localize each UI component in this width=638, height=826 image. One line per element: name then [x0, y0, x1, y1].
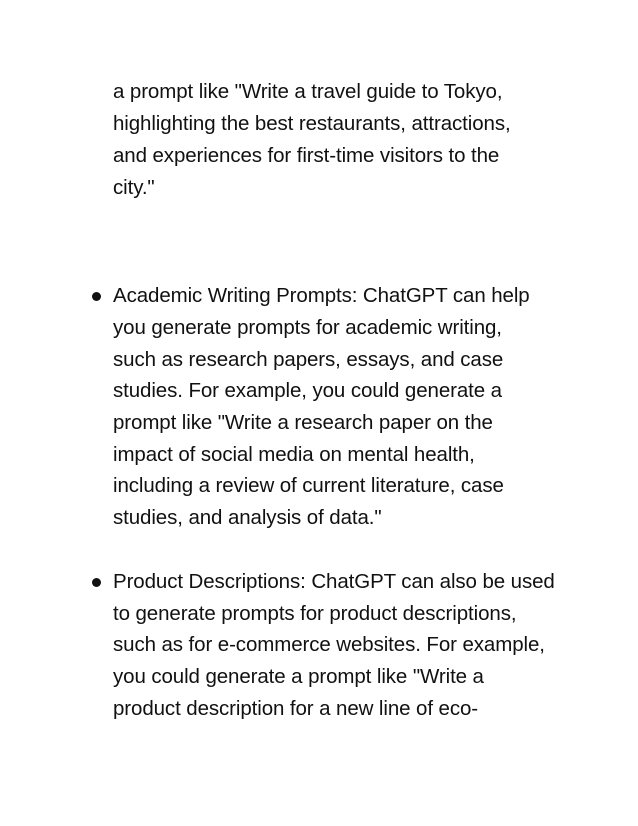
list-item-line: studies, and analysis of data." [113, 506, 382, 529]
paragraph-line: city." [113, 176, 155, 199]
list-item-line: such as research papers, essays, and case [113, 348, 504, 371]
list-item-line: to generate prompts for product descriptions, [113, 602, 517, 625]
bullet-dot-icon [92, 292, 101, 301]
list-item-line: product description for a new line of eco- [113, 697, 479, 720]
list-item-line: studies. For example, you could generate a [113, 379, 502, 402]
list-item-line: you generate prompts for academic writing, [113, 316, 502, 339]
paragraph-line: and experiences for first-time visitors to the [113, 144, 500, 167]
list-item-line: such as for e-commerce websites. For example, [113, 633, 545, 656]
bullet-dot-icon [92, 578, 101, 587]
list-item-line: Product Descriptions: ChatGPT can also be used [113, 570, 555, 593]
list-item-line: impact of social media on mental health, [113, 443, 475, 466]
list-item-line: including a review of current literature, case [113, 474, 504, 497]
paragraph-line: a prompt like "Write a travel guide to Tokyo, [113, 80, 503, 103]
list-item-line: Academic Writing Prompts: ChatGPT can help [113, 284, 530, 307]
list-item-line: you could generate a prompt like "Write a [113, 665, 484, 688]
paragraph-line: highlighting the best restaurants, attractions, [113, 112, 511, 135]
list-item-line: prompt like "Write a research paper on the [113, 411, 493, 434]
